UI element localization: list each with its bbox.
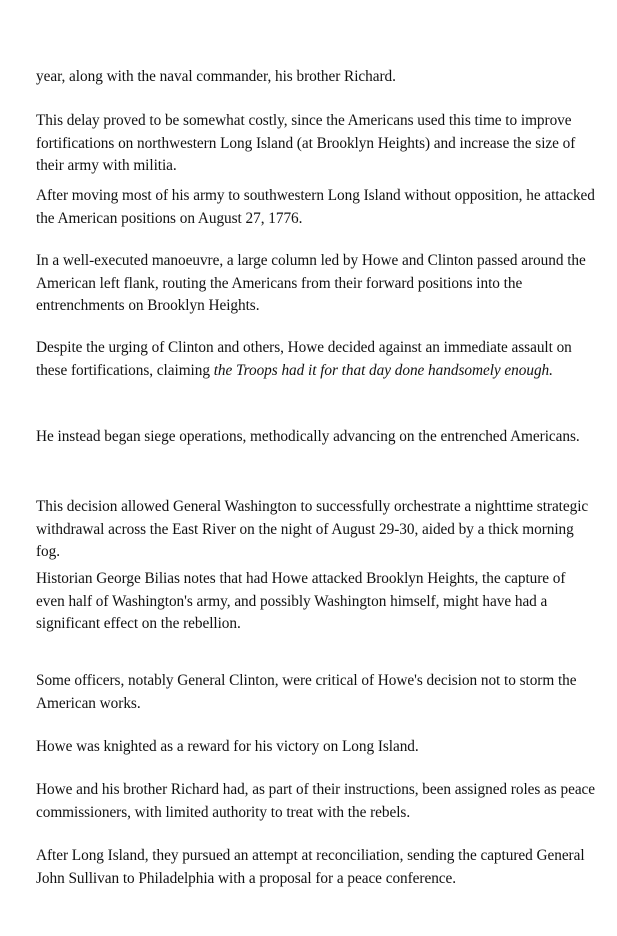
paragraph-5-text: Despite the urging of Clinton and others, Howe decided against an immediate assault on these fortifications, claiming [36, 339, 572, 379]
paragraph-7: This decision allowed General Washington to successfully orchestrate a nighttime strategic withdrawal across the East River on the night of August 29-30, aided by a thick morning fog. [36, 498, 589, 560]
paragraph-2: This delay proved to be somewhat costly, since the Americans used this time to improve fortifications on northwestern Long Island (at Brooklyn Heights) and increase the size of their army with militia. [36, 112, 576, 174]
paragraph-10: Howe was knighted as a reward for his victory on Long Island. [36, 738, 419, 755]
paragraph-9: Some officers, notably General Clinton, were critical of Howe's decision not to storm the American works. [36, 672, 577, 712]
paragraph-3: After moving most of his army to southwestern Long Island without opposition, he attacked the American positions on August 27, 1776. [36, 187, 595, 227]
paragraph-12: After Long Island, they pursued an attempt at reconciliation, sending the captured General John Sullivan to Philadelphia with a proposal for a peace conference. [36, 847, 585, 887]
paragraph-8: Historian George Bilias notes that had Howe attacked Brooklyn Heights, the capture of even half of Washington's army, and possibly Washington himself, might have had a significant effect on the rebellion. [36, 570, 566, 632]
paragraph-5-quote: the Troops had it for that day done handsomely enough. [213, 361, 553, 379]
paragraph-5 [36, 337, 596, 382]
paragraph-1: year, along with the naval commander, his brother Richard. [36, 68, 396, 85]
paragraph-11: Howe and his brother Richard had, as part of their instructions, been assigned roles as peace commissioners, with limited authority to treat with the rebels. [36, 781, 596, 821]
paragraph-4: In a well-executed manoeuvre, a large column led by Howe and Clinton passed around the American left flank, routing the Americans from their forward positions into the entrenchments on Brooklyn Heights. [36, 252, 586, 314]
paragraph-6: He instead began siege operations, methodically advancing on the entrenched Americans. [36, 428, 580, 445]
